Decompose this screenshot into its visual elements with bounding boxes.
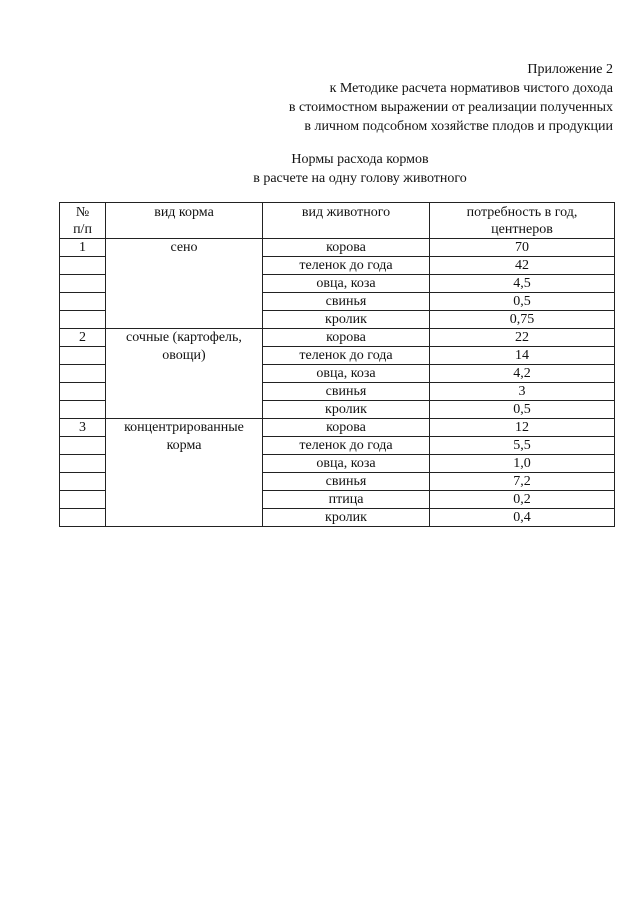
feed-type-line-1: сочные (картофель, — [126, 330, 242, 345]
annual-need-cell: 70 — [430, 239, 615, 257]
table-row — [60, 239, 615, 257]
animal-type-cell: овца, коза — [263, 275, 430, 293]
header-need — [430, 203, 615, 239]
header-animal: вид животного — [263, 203, 430, 239]
annual-need-cell: 0,5 — [430, 293, 615, 311]
feed-type-cell — [106, 419, 263, 527]
feed-type-cell — [106, 239, 263, 329]
annual-need-cell: 42 — [430, 257, 615, 275]
feed-type-line-2: овощи) — [162, 348, 206, 363]
animal-type-cell: корова — [263, 239, 430, 257]
table-header-row — [60, 203, 615, 239]
appendix-number: Приложение 2 — [527, 62, 613, 77]
header-feed: вид корма — [106, 203, 263, 239]
annual-need-cell: 4,2 — [430, 365, 615, 383]
animal-type-cell: теленок до года — [263, 347, 430, 365]
annual-need-cell: 3 — [430, 383, 615, 401]
annual-need-cell: 0,4 — [430, 509, 615, 527]
empty-num-cell — [60, 311, 106, 329]
group-number: 2 — [60, 329, 106, 347]
document-title — [230, 150, 490, 188]
appendix-line-2: к Методике расчета нормативов чистого дохода — [329, 81, 613, 96]
title-line-1: Нормы расхода кормов — [291, 152, 429, 167]
table-row — [60, 329, 615, 347]
animal-type-cell: овца, коза — [263, 455, 430, 473]
animal-type-cell: корова — [263, 329, 430, 347]
header-num-line-1: № — [75, 205, 90, 220]
empty-num-cell — [60, 455, 106, 473]
empty-num-cell — [60, 257, 106, 275]
empty-num-cell — [60, 365, 106, 383]
empty-num-cell — [60, 473, 106, 491]
header-num-line-2: п/п — [73, 222, 92, 237]
feed-type-line-1: сено — [170, 240, 198, 255]
animal-type-cell: овца, коза — [263, 365, 430, 383]
empty-num-cell — [60, 401, 106, 419]
animal-type-cell: теленок до года — [263, 257, 430, 275]
animal-type-cell: кролик — [263, 401, 430, 419]
annual-need-cell: 0,5 — [430, 401, 615, 419]
animal-type-cell: птица — [263, 491, 430, 509]
feed-type-cell — [106, 329, 263, 419]
empty-num-cell — [60, 491, 106, 509]
group-number: 1 — [60, 239, 106, 257]
appendix-line-4: в личном подсобном хозяйстве плодов и продукции — [304, 119, 613, 134]
header-num — [60, 203, 106, 239]
annual-need-cell: 7,2 — [430, 473, 615, 491]
header-need-line-2: центнеров — [491, 222, 553, 237]
annual-need-cell: 14 — [430, 347, 615, 365]
animal-type-cell: свинья — [263, 473, 430, 491]
annual-need-cell: 4,5 — [430, 275, 615, 293]
annual-need-cell: 22 — [430, 329, 615, 347]
annual-need-cell: 0,2 — [430, 491, 615, 509]
annual-need-cell: 0,75 — [430, 311, 615, 329]
header-need-line-1: потребность в год, — [466, 205, 578, 220]
table-row — [60, 419, 615, 437]
title-line-2: в расчете на одну голову животного — [253, 171, 467, 186]
annual-need-cell: 12 — [430, 419, 615, 437]
feed-type-line-2: корма — [166, 438, 202, 453]
appendix-header — [289, 60, 613, 136]
empty-num-cell — [60, 347, 106, 365]
annual-need-cell: 1,0 — [430, 455, 615, 473]
table-body — [60, 239, 615, 527]
animal-type-cell: свинья — [263, 383, 430, 401]
feed-type-line-1: концентрированные — [124, 420, 244, 435]
appendix-line-3: в стоимостном выражении от реализации полученных — [288, 100, 613, 115]
animal-type-cell: кролик — [263, 311, 430, 329]
animal-type-cell: кролик — [263, 509, 430, 527]
empty-num-cell — [60, 437, 106, 455]
group-number: 3 — [60, 419, 106, 437]
empty-num-cell — [60, 275, 106, 293]
empty-num-cell — [60, 509, 106, 527]
animal-type-cell: корова — [263, 419, 430, 437]
empty-num-cell — [60, 293, 106, 311]
empty-num-cell — [60, 383, 106, 401]
animal-type-cell: свинья — [263, 293, 430, 311]
annual-need-cell: 5,5 — [430, 437, 615, 455]
feed-norms-table — [59, 202, 615, 527]
animal-type-cell: теленок до года — [263, 437, 430, 455]
